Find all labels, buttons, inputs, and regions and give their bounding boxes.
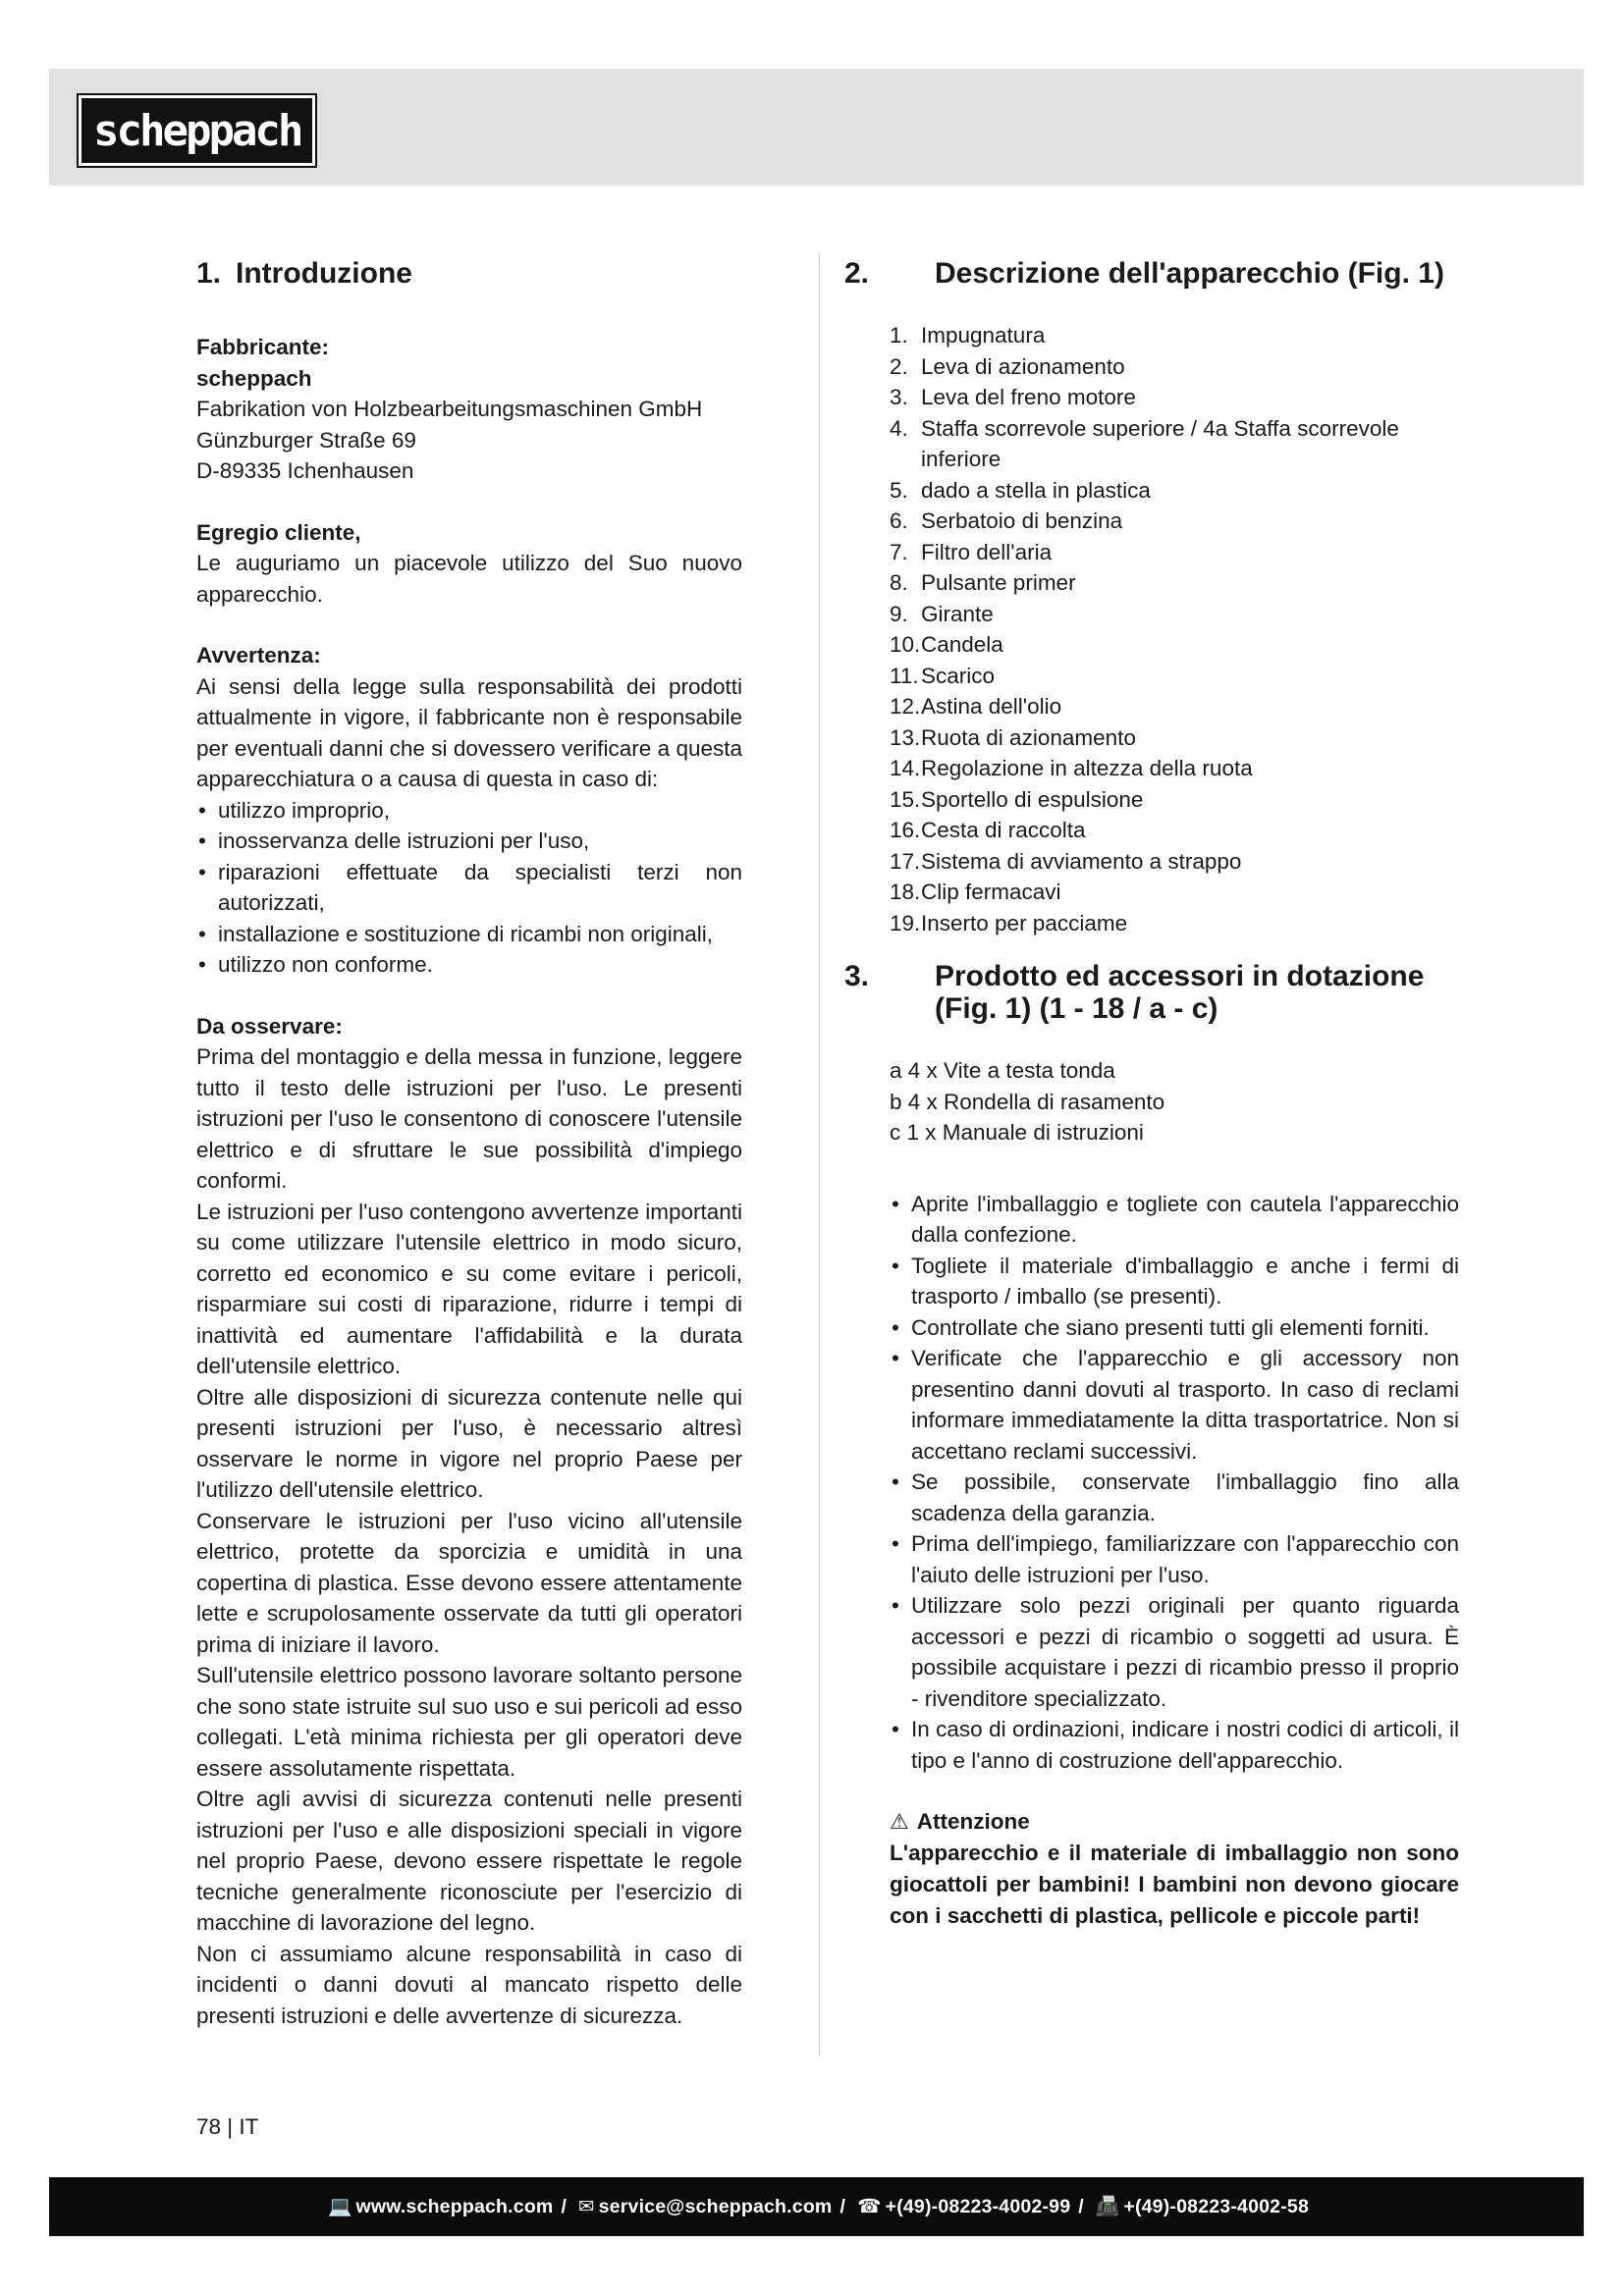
- right-column: [844, 257, 1459, 1932]
- list-item: • utilizzo improprio,: [196, 795, 742, 827]
- observe-paragraph: Le istruzioni per l'uso contengono avvertenze importanti su come utilizzare l'utensile elettrico in modo sicuro, corretto ed economico e su come evitare i pericoli, risparmiare sui costi di riparazione, ridurre i tempi di inattività ed aumentare l'affidabilità e la durata dell'utensile elettrico.: [196, 1199, 742, 1378]
- list-item: • In caso di ordinazioni, indicare i nostri codici di articoli, il tipo e l'anno di costruzione dell'apparecchio.: [890, 1714, 1459, 1776]
- list-item: • Aprite l'imballaggio e togliete con cautela l'apparecchio dalla confezione.: [890, 1189, 1459, 1251]
- list-item: 19. Inserto per pacciame: [890, 910, 1128, 935]
- list-item: • riparazioni effettuate da specialisti terzi non autorizzati,: [196, 857, 742, 919]
- observe-paragraph: Oltre agli avvisi di sicurezza contenuti nelle presenti istruzioni per l'uso e alle disposizioni speciali in vigore nel proprio Paese, devono essere rispettate le regole tecniche generalmente riconosciute per l'esercizio di macchine di lavorazione del legno.: [196, 1787, 742, 1935]
- greeting-label: Egregio cliente,: [196, 519, 361, 545]
- list-item: 12. Astina dell'olio: [890, 694, 1062, 719]
- observe-paragraph: Sull'utensile elettrico possono lavorare soltanto persone che sono state istruite sul suo uso e sui pericoli ad esso collegati. L'età minima richiesta per gli operatori deve essere assolutamente rispettata.: [196, 1663, 742, 1781]
- list-item: 17. Sistema di avviamento a strappo: [890, 848, 1242, 874]
- list-item: 8. Pulsante primer: [890, 570, 1076, 595]
- left-column: [196, 257, 742, 2031]
- list-item: • Togliete il materiale d'imballaggio e anche i fermi di trasporto / imballo (se presenti).: [890, 1251, 1459, 1312]
- observe-paragraph: Non ci assumiamo alcune responsabilità in caso di incidenti o danni dovuti al mancato rispetto delle presenti istruzioni e delle avvertenze di sicurezza.: [196, 1941, 742, 2028]
- list-item: 5. dado a stella in plastica: [890, 477, 1151, 503]
- scope-item: c 1 x Manuale di istruzioni: [890, 1120, 1144, 1145]
- list-item: 2. Leva di azionamento: [890, 353, 1125, 379]
- fax-number: +(49)-08223-4002-58: [1123, 2195, 1309, 2217]
- phone-number: +(49)-08223-4002-99: [885, 2195, 1071, 2217]
- list-item: 4. Staffa scorrevole superiore / 4a Staffa scorrevole inferiore: [890, 415, 1399, 471]
- website-link[interactable]: www.scheppach.com: [355, 2195, 554, 2217]
- list-item: • utilizzo non conforme.: [196, 949, 742, 981]
- warning-title: ⚠ Attenzione: [890, 1806, 1459, 1838]
- notice-label: Avvertenza:: [196, 643, 321, 667]
- warning-text: L'apparecchio e il materiale di imballaggio non sono giocattoli per bambini! I bambini non devono giocare con i sacchetti di plastica, pellicole e piccole parti!: [890, 1840, 1459, 1928]
- address-line: Günzburger Straße 69: [196, 427, 416, 453]
- notice-list: [196, 795, 742, 981]
- observe-paragraph: Oltre alle disposizioni di sicurezza contenute nelle qui presenti istruzioni per l'uso, è necessario altresì osservare le norme in vigore nel proprio Paese per l'utilizzo dell'utensile elettrico.: [196, 1384, 742, 1502]
- computer-icon: 💻: [328, 2196, 352, 2217]
- list-item: • installazione e sostituzione di ricambi non originali,: [196, 919, 742, 950]
- scope-item: a 4 x Vite a testa tonda: [890, 1058, 1115, 1083]
- list-item: 16. Cesta di raccolta: [890, 818, 1086, 842]
- scheppach-logo: scheppach: [79, 95, 315, 166]
- warning-triangle-icon: ⚠: [890, 1809, 909, 1834]
- manufacturer-name: scheppach: [196, 365, 312, 391]
- list-item: • Prima dell'impiego, familiarizzare con l'apparecchio con l'aiuto delle istruzioni per l'uso.: [890, 1528, 1459, 1590]
- list-item: 11. Scarico: [890, 663, 996, 688]
- fax-icon: 📠: [1095, 2196, 1120, 2217]
- list-item: 6. Serbatoio di benzina: [890, 508, 1123, 533]
- list-item: 15. Sportello di espulsione: [890, 786, 1144, 812]
- section-2-heading: 2. Descrizione dell'apparecchio (Fig. 1): [844, 257, 1444, 290]
- header-band: [49, 69, 1584, 186]
- list-item: • Utilizzare solo pezzi originali per quanto riguarda accessori e pezzi di ricambio o soggetti ad usura. È possibile acquistare i pezzi di ricambio presso il proprio - rivenditore specializzato.: [890, 1590, 1459, 1714]
- unpacking-steps: [890, 1189, 1459, 1777]
- greeting-text: Le auguriamo un piacevole utilizzo del Suo nuovo apparecchio.: [196, 551, 742, 607]
- section-1-heading: 1. Introduzione: [196, 257, 412, 290]
- parts-list: [890, 320, 1459, 938]
- observe-paragraph: Prima del montaggio e della messa in funzione, leggere tutto il testo delle istruzioni per l'uso. Le presenti istruzioni per l'uso le consentono di conoscere l'utensile elettrico e di sfruttare le sue possibilità d'impiego conformi.: [196, 1044, 742, 1193]
- list-item: • Verificate che l'apparecchio e gli accessory non presentino danni dovuti al trasporto. In caso di reclami informare immediatamente la ditta trasportatrice. Non si accettano reclami successivi.: [890, 1343, 1459, 1467]
- list-item: • Controllate che siano presenti tutti gli elementi forniti.: [890, 1312, 1459, 1344]
- page-number: 78 | IT: [196, 2114, 259, 2139]
- list-item: 13. Ruota di azionamento: [890, 724, 1136, 750]
- address-line: Fabrikation von Holzbearbeitungsmaschinen GmbH: [196, 397, 703, 421]
- phone-icon: ☎: [857, 2196, 882, 2217]
- list-item: 7. Filtro dell'aria: [890, 539, 1053, 564]
- list-item: 1. Impugnatura: [890, 323, 1046, 347]
- address-line: D-89335 Ichenhausen: [196, 458, 414, 483]
- section-3-heading: 3. Prodotto ed accessori in dotazione (Fig. 1) (1 - 18 / a - c): [844, 960, 1425, 1025]
- list-item: 9. Girante: [890, 601, 994, 626]
- mail-icon: ✉: [578, 2196, 595, 2217]
- list-item: 10. Candela: [890, 632, 1003, 657]
- list-item: 18. Clip fermacavi: [890, 880, 1061, 904]
- list-item: 3. Leva del freno motore: [890, 385, 1136, 409]
- list-item: 14. Regolazione in altezza della ruota: [890, 756, 1253, 780]
- observe-label: Da osservare:: [196, 1013, 343, 1039]
- list-item: • inosservanza delle istruzioni per l'uso,: [196, 826, 742, 857]
- column-divider: [819, 253, 820, 2056]
- email-link[interactable]: service@scheppach.com: [598, 2195, 833, 2217]
- list-item: • Se possibile, conservate l'imballaggio fino alla scadenza della garanzia.: [890, 1467, 1459, 1528]
- observe-paragraph: Conservare le istruzioni per l'uso vicino all'utensile elettrico, protette da sporcizia e umidità in una copertina di plastica. Esse devono essere attentamente lette e scrupolosamente osservate da tutti gli operatori prima di iniziare il lavoro.: [196, 1508, 742, 1657]
- scope-item: b 4 x Rondella di rasamento: [890, 1089, 1165, 1114]
- notice-text: Ai sensi della legge sulla responsabilità dei prodotti attualmente in vigore, il fabbricante non è responsabile per eventuali danni che si dovessero verificare a questa apparecchiatura o a causa di questa in caso di:: [196, 673, 742, 791]
- footer-contact-bar: 💻 www.scheppach.com / ✉ service@scheppach.com / ☎ +(49)-08223-4002-99 / 📠 +(49)-08223-4002-58: [49, 2177, 1584, 2236]
- manufacturer-label: Fabbricante:: [196, 335, 330, 359]
